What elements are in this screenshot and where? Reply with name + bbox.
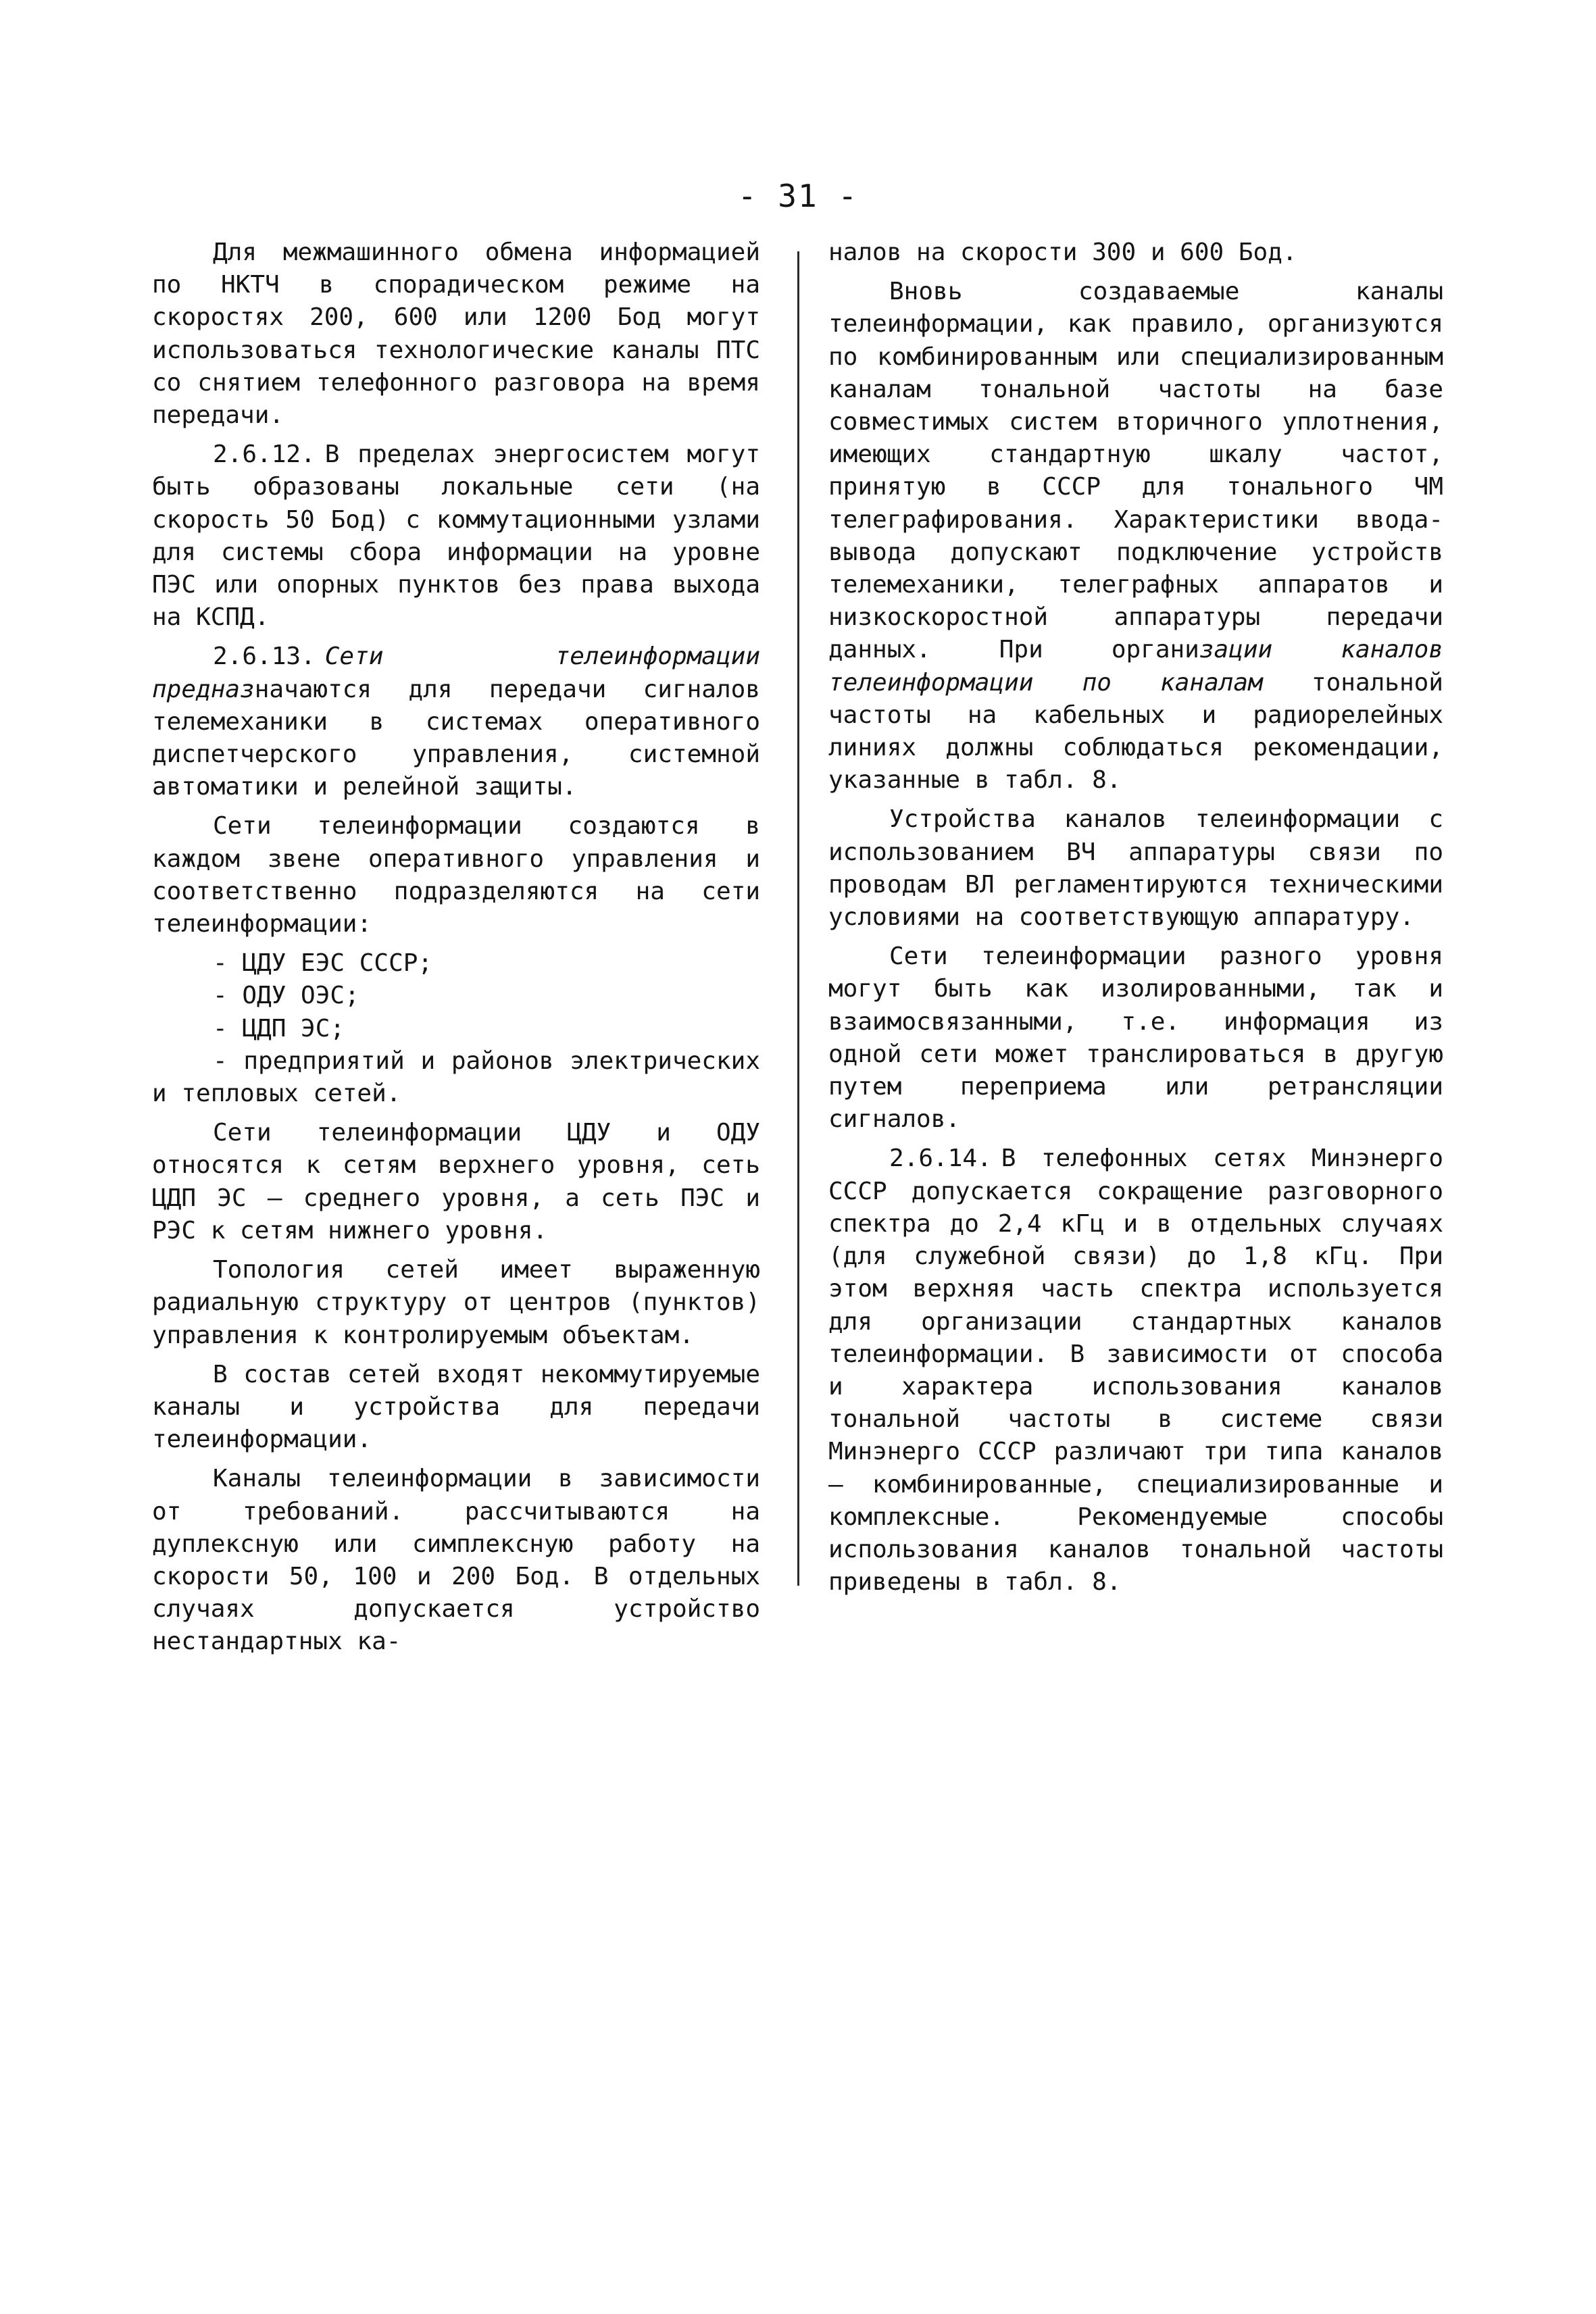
paragraph: Каналы телеинформации в зависимости от требований. рассчитываются на дуплексную или симплексную работу на скорости 50, 100 и 200 Бод. В отдельных случаях допускается устройство нестандартных ка- xyxy=(152,1465,760,1656)
paragraph: Для межмашинного обмена информацией по НКТЧ в спорадическом режиме на скоростях 200, 600 или 1200 Бод могут использоваться технологические каналы ПТС со снятием телефонного разговора на время передачи. xyxy=(152,238,760,430)
column-divider xyxy=(797,251,799,1586)
paragraph: Сети телеинформации ЦДУ и ОДУ относятся к сетям верхнего уровня, сеть ЦДП ЭС — среднего уровня, а сеть ПЭС и РЭС к сетям нижнего уровня. xyxy=(152,1119,760,1244)
section-2-6-14 xyxy=(828,1142,1443,1599)
paragraph: В состав сетей входят некоммутируемые каналы и устройства для передачи телеинформации. xyxy=(152,1360,760,1454)
paragraph-text: Вновь создаваемые каналы телеинформации, как правило, организуются по комбинированным или специализированным каналам тональной частоты на базе совместимых систем вторичного уплотнения, имеющих стандартную шкалу частот, принятую в СССР для тонального ЧМ телеграфирования. Характеристики ввода-вывода допускают подключение устройств телемеханики, телеграфных аппаратов и низкоскоростной аппаратуры передачи данных. При органи xyxy=(828,278,1443,664)
section-number: 2.6.12. xyxy=(213,441,316,469)
section-number: 2.6.13. xyxy=(213,643,316,671)
page-number: - 31 - xyxy=(737,178,859,214)
paragraph xyxy=(828,276,1443,797)
section-number: 2.6.14. xyxy=(889,1145,992,1173)
paragraph-italic-text: зации каналов телеинформации по каналам xyxy=(828,636,1443,697)
section-2-6-12 xyxy=(152,438,760,634)
paragraph: Сети телеинформации разного уровня могут быть как изолированными, так и взаимосвязанными, т.е. информация из одной сети может транслироваться в другую путем переприема или ретрансляции сигналов. xyxy=(828,942,1443,1134)
list-item: - ЦДУ ЕЭС СССР; xyxy=(213,949,433,978)
list-item: - ЦДП ЭС; xyxy=(213,1014,345,1042)
list-item: - ОДУ ОЭС; xyxy=(213,982,359,1010)
paragraph-text: тональной частоты на кабельных и радиорелейных линиях должны соблюдаться рекомендации, указанные в табл. 8. xyxy=(828,668,1443,795)
section-italic-text: Сети телеинформации предназ xyxy=(152,643,760,703)
section-text: В телефонных сетях Минэнерго СССР допускается сокращение разговорного спектра до 2,4 кГц и в отдельных случаях (для служебной связи) до 1,8 кГц. При этом верхняя часть спектра используется для организации стандартных каналов телеинформации. В зависимости от способа и характера использования каналов тональной частоты в системе связи Минэнерго СССР различают три типа каналов — комбинированные, специализированные и комплексные. Рекомендуемые способы использования каналов тональной частоты приведены в табл. 8. xyxy=(828,1145,1443,1596)
section-text: В пределах энергосистем могут быть образованы локальные сети (на скорость 50 Бод) с коммутационными узлами для системы сбора информации на уровне ПЭС или опорных пунктов без права выхода на КСПД. xyxy=(152,441,760,632)
right-column xyxy=(828,236,1443,1605)
list-item: - предприятий и районов электрических и тепловых сетей. xyxy=(152,1047,760,1108)
section-text: начаются для передачи сигналов телемеханики в системах оперативного диспетчерского управления, системной автоматики и релейной защиты. xyxy=(152,675,760,801)
section-2-6-13 xyxy=(152,640,760,803)
left-column xyxy=(152,236,760,1665)
paragraph: налов на скорости 300 и 600 Бод. xyxy=(828,238,1297,266)
paragraph: Топология сетей имеет выраженную радиальную структуру от центров (пунктов) управления к контролируемым объектам. xyxy=(152,1256,760,1349)
paragraph: Устройства каналов телеинформации с использованием ВЧ аппаратуры связи по проводам ВЛ регламентируются техническими условиями на соответствующую аппаратуру. xyxy=(828,805,1443,932)
paragraph: Сети телеинформации создаются в каждом звене оперативного управления и соответственно подразделяются на сети телеинформации: xyxy=(152,812,760,938)
